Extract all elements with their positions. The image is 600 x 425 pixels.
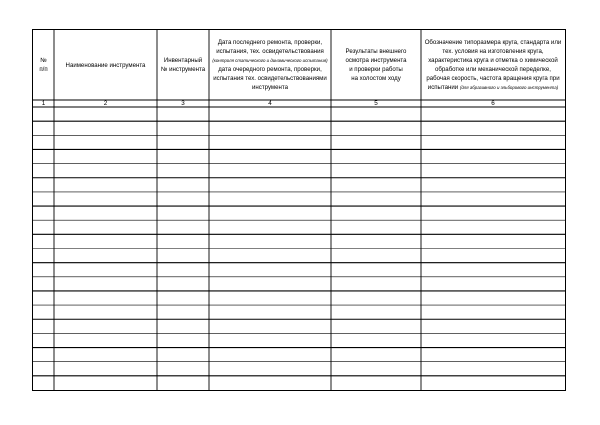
header-wheel-designation: Обозначение типоразмера круга, стандарта или тех. условия на изготовления круга, характеристика круга и отметка о химической обработке или механической переделке, рабочая скорость, частота вращения круга при испытании (для абразивного и эльборового инструмента) xyxy=(424,39,562,91)
header-inspection-results: Результаты внешнего осмотра инструмента и проверки работы на холостом ходу xyxy=(345,48,407,82)
column-number-5: 5 xyxy=(374,100,378,107)
header-inspection-date: Дата последнего ремонта, проверки, испытания, тех. освидетельствования (контроля статического и динамического испытания) дата очередного ремонта, проверки, испытания тех. освидетельствованиями инструмента xyxy=(212,39,328,91)
column-number-4: 4 xyxy=(268,100,272,107)
header-number: № п/п xyxy=(39,57,48,73)
column-number-1: 1 xyxy=(41,100,46,107)
header-instrument-name: Наименование инструмента xyxy=(65,61,146,69)
column-number-2: 2 xyxy=(103,100,108,107)
column-number-3: 3 xyxy=(181,100,185,107)
journal-table xyxy=(32,29,566,391)
column-number-6: 6 xyxy=(491,100,495,107)
header-inventory-number: Инвентарный № инструмента xyxy=(160,57,206,73)
